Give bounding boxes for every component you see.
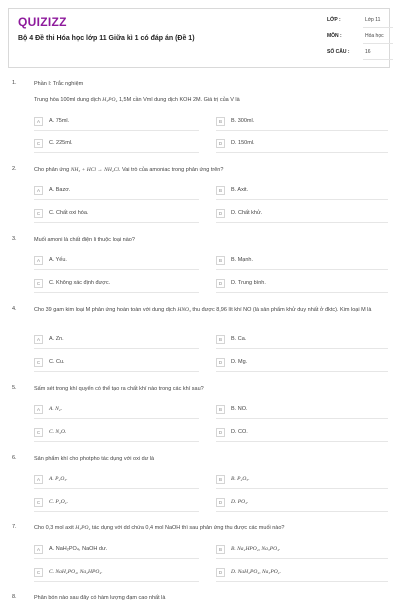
- question-number: 4.: [12, 306, 17, 312]
- question-text: Phân bón nào sau đây có hàm lượng đạm cao nhất là: [34, 595, 166, 601]
- question-number: 3.: [12, 236, 17, 242]
- option-a-text[interactable]: A. P₂O₃.: [49, 476, 68, 482]
- option-d-marker[interactable]: D: [216, 358, 225, 367]
- option-c-text[interactable]: C. N₂O.: [49, 429, 67, 435]
- option-d-marker[interactable]: D: [216, 428, 225, 437]
- option-b-text[interactable]: B. Mạnh.: [231, 257, 254, 263]
- option-b-marker[interactable]: B: [216, 545, 225, 554]
- option-c-marker[interactable]: C: [34, 209, 43, 218]
- option-a-marker[interactable]: A: [34, 545, 43, 554]
- option-a-text[interactable]: A. Zn.: [49, 336, 64, 342]
- quizizz-logo: QUIZIZZ: [18, 15, 67, 29]
- question-number: 6.: [12, 455, 17, 461]
- option-c-text[interactable]: C. Cu.: [49, 359, 65, 365]
- option-a-marker[interactable]: A: [34, 117, 43, 126]
- option-c-text[interactable]: C. Không xác định được.: [49, 280, 111, 286]
- option-b-text[interactable]: B. NO.: [231, 406, 248, 412]
- option-a-text[interactable]: A. Bazơ.: [49, 187, 71, 193]
- question-text: Sấm sét trong khí quyển có thể tạo ra chất khí nào trong các khí sau?: [34, 386, 204, 392]
- option-a-text[interactable]: A. NaH₂PO₄, NaOH dư.: [49, 546, 108, 552]
- worksheet-title: Bộ 4 Đề thi Hóa học lớp 11 Giữa kì 1 có đáp án (Đề 1): [18, 35, 195, 42]
- option-b-text[interactable]: B. Axit.: [231, 187, 249, 193]
- option-c-text[interactable]: C. P₂O₄.: [49, 499, 68, 505]
- question-number: 7.: [12, 524, 17, 530]
- question-number: 8.: [12, 594, 17, 600]
- option-c-text[interactable]: C. Chất oxi hóa.: [49, 210, 89, 216]
- question-text: Sản phẩm khí cho photpho tác dụng với oxi dư là: [34, 456, 155, 462]
- option-a-marker[interactable]: A: [34, 475, 43, 484]
- option-d-text[interactable]: D. NaH₂PO₄, Na₃PO₄.: [231, 569, 281, 575]
- option-a-text[interactable]: A. N₂.: [49, 406, 63, 412]
- option-d-text[interactable]: D. 150ml.: [231, 140, 255, 146]
- option-b-text[interactable]: B. Na₂HPO₄, Na₃PO₄.: [231, 546, 281, 552]
- option-a-text[interactable]: A. 75ml.: [49, 118, 70, 124]
- question-text: Muối amoni là chất điện li thuộc loại nào?: [34, 237, 135, 243]
- option-a-marker[interactable]: A: [34, 256, 43, 265]
- option-b-marker[interactable]: B: [216, 117, 225, 126]
- option-c-marker[interactable]: C: [34, 139, 43, 148]
- section-heading: Phần I: Trắc nghiệm: [34, 81, 84, 87]
- option-d-text[interactable]: D. Mg.: [231, 359, 248, 365]
- question-text: Trung hòa 100ml dung dịch H₃PO₄ 1,5M cần Vml dung dịch KOH 2M. Giá trị của V là: [34, 97, 240, 103]
- option-a-marker[interactable]: A: [34, 335, 43, 344]
- meta-subject-value: Hóa học: [365, 33, 384, 39]
- option-c-marker[interactable]: C: [34, 428, 43, 437]
- option-a-marker[interactable]: A: [34, 186, 43, 195]
- meta-subject-label: MÔN :: [327, 33, 342, 39]
- option-c-text[interactable]: C. 225ml.: [49, 140, 73, 146]
- option-b-text[interactable]: B. 300ml.: [231, 118, 255, 124]
- meta-class-value: Lớp 11: [365, 17, 381, 23]
- meta-count-value: 16: [365, 49, 371, 55]
- option-b-marker[interactable]: B: [216, 256, 225, 265]
- question-number: 1.: [12, 80, 17, 86]
- option-d-marker[interactable]: D: [216, 279, 225, 288]
- option-d-marker[interactable]: D: [216, 139, 225, 148]
- question-number: 2.: [12, 166, 17, 172]
- question-number: 5.: [12, 385, 17, 391]
- option-d-marker[interactable]: D: [216, 498, 225, 507]
- option-d-text[interactable]: D. Trung bình.: [231, 280, 266, 286]
- option-a-marker[interactable]: A: [34, 405, 43, 414]
- option-b-marker[interactable]: B: [216, 186, 225, 195]
- option-d-text[interactable]: D. CO.: [231, 429, 248, 435]
- option-b-marker[interactable]: B: [216, 335, 225, 344]
- question-text: Cho 39 gam kim loại M phản ứng hoàn toàn với dung dịch HNO₃ thu được 8,96 lít khí NO (là sản phẩm khử duy nhất ở đktc). Kim loại M là: [34, 307, 372, 313]
- option-c-marker[interactable]: C: [34, 568, 43, 577]
- question-text: Cho 0,3 mol axit H₃PO₄ tác dụng với dd chứa 0,4 mol NaOH thì sau phản ứng thu được các muối nào?: [34, 525, 285, 531]
- option-c-marker[interactable]: C: [34, 279, 43, 288]
- worksheet-header: [8, 8, 390, 68]
- option-d-text[interactable]: D. PO₄.: [231, 499, 249, 505]
- question-text: Cho phản ứng NH₃ + HCl → NH₄Cl. Vai trò của amoniac trong phản ứng trên?: [34, 167, 224, 173]
- option-d-marker[interactable]: D: [216, 568, 225, 577]
- option-b-marker[interactable]: B: [216, 475, 225, 484]
- option-b-text[interactable]: B. Ca.: [231, 336, 247, 342]
- option-c-marker[interactable]: C: [34, 498, 43, 507]
- option-d-marker[interactable]: D: [216, 209, 225, 218]
- meta-count-label: SỐ CÂU :: [327, 49, 350, 55]
- option-b-text[interactable]: B. P₂O₅.: [231, 476, 250, 482]
- option-a-text[interactable]: A. Yếu.: [49, 257, 67, 263]
- option-b-marker[interactable]: B: [216, 405, 225, 414]
- meta-class-label: LỚP :: [327, 17, 341, 23]
- option-c-text[interactable]: C. NaH₂PO₄, Na₂HPO₄.: [49, 569, 103, 575]
- option-c-marker[interactable]: C: [34, 358, 43, 367]
- option-d-text[interactable]: D. Chất khử.: [231, 210, 263, 216]
